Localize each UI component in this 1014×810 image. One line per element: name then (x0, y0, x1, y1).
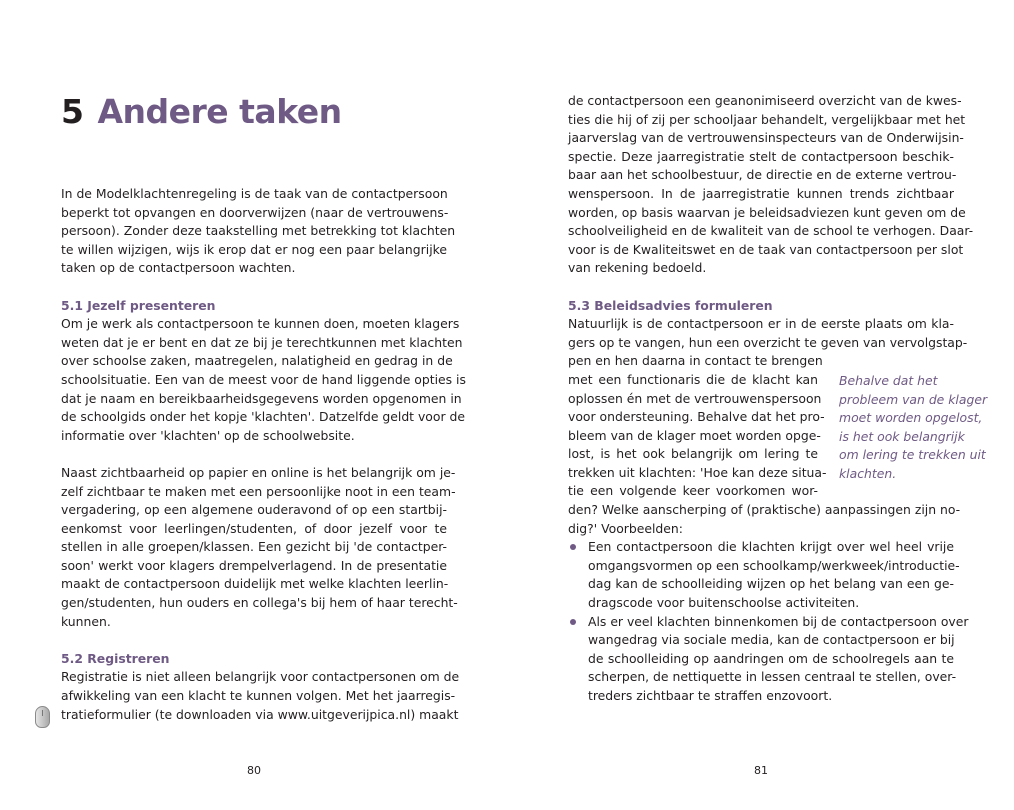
examples-list (568, 538, 969, 705)
text-line: voor ondersteuning. Behalve dat het pro- (568, 409, 825, 425)
text-line: met een functionaris die de klacht kan (568, 371, 818, 387)
text-line: Natuurlijk is de contactpersoon er in de eerste plaats om kla- (568, 316, 954, 332)
text-line: gen/studenten, hun ouders en collega's bij hem of haar terecht- (61, 595, 458, 611)
quote-line: moet worden opgelost, (839, 410, 983, 426)
text-line: spectie. Deze jaarregistratie stelt de contactpersoon beschik- (568, 148, 954, 164)
text-line: scherpen, de nettiquette in lessen centraal te stellen, over- (588, 669, 957, 685)
text-line: voor is de Kwaliteitswet en de taak van contactpersoon per slot (568, 241, 964, 257)
text-line: schoolveiligheid en de kwaliteit van de school te verhogen. Daar- (568, 223, 974, 239)
text-line: stellen in alle groepen/klassen. Een gezicht bij 'de contactper- (61, 539, 447, 555)
text-line: zelf zichtbaar te maken met een persoonlijke noot in een team- (61, 483, 456, 499)
text-line: de schoolleiding op aandringen om de schoolregels aan te (588, 650, 954, 666)
pull-quote (839, 372, 989, 484)
text-line: van rekening bedoeld. (568, 260, 707, 276)
chapter-title (61, 88, 342, 136)
text-line: treders zichtbaar te straffen enzovoort. (588, 688, 833, 703)
bullet-icon (570, 544, 576, 550)
text-line: worden, op basis waarvan je beleidsadviezen kunt geven om de (568, 204, 966, 220)
list-item (568, 538, 960, 612)
list-item (568, 613, 969, 706)
text-line: de schoolgids onder het kopje 'klachten'. Datzelfde geldt voor de (61, 409, 465, 425)
text-line: Een contactpersoon die klachten krijgt over wel heel vrije (588, 539, 954, 555)
text-line: schoolsituatie. Een van de meest voor de hand liggende opties is (61, 371, 466, 387)
text-line: bleem van de klager moet worden opge- (568, 427, 821, 443)
intro-paragraph (61, 185, 456, 278)
quote-line: is het ook belangrijk (839, 428, 965, 444)
text-line: wangedrag via sociale media, kan de contactpersoon er bij (588, 632, 955, 648)
text-line: de contactpersoon een geanonimiseerd overzicht van de kwes- (568, 93, 962, 108)
text-line: kunnen. (61, 613, 111, 629)
text-line: omgangsvormen op een schoolkamp/werkweek/introductie- (588, 557, 960, 573)
text-line: informatie over 'klachten' op de schoolwebsite. (61, 427, 355, 443)
quote-line: klachten. (839, 465, 897, 481)
text-line: wenspersoon. In de jaarregistratie kunnen trends zichtbaar (568, 185, 954, 201)
text-line: vergadering, op een algemene ouderavond of op een startbij- (61, 502, 447, 518)
text-line: In de Modelklachtenregeling is de taak van de contactpersoon (61, 186, 448, 201)
text-line: dat je naam en bereikbaarheidsgegevens worden opgenomen in (61, 390, 462, 406)
text-line: beperkt tot opvangen en doorverwijzen (naar de vertrouwens- (61, 204, 449, 220)
text-line: lost, is het ook belangrijk om lering te (568, 446, 818, 462)
text-line: oplossen én met de vertrouwenspersoon (568, 390, 822, 406)
text-line: baar aan het schoolbestuur, de directie en de externe vertrou- (568, 167, 957, 183)
text-line: Als er veel klachten binnenkomen bij de contactpersoon over (588, 613, 969, 629)
text-line: ties die hij of zij per schooljaar behandelt, vergelijkbaar met het (568, 111, 966, 127)
section-heading: 5.2 Registreren (61, 650, 170, 666)
text-line: Om je werk als contactpersoon te kunnen doen, moeten klagers (61, 316, 460, 332)
chapter-title-text: Andere taken (97, 92, 342, 131)
section-2-paragraph (61, 668, 460, 724)
chapter-number: 5 (61, 92, 84, 131)
text-line: taken op de contactpersoon wachten. (61, 260, 296, 276)
quote-line: probleem van de klager (839, 391, 988, 407)
continued-paragraph (568, 92, 974, 278)
quote-line: Behalve dat het (839, 373, 938, 388)
text-line: maakt de contactpersoon duidelijk met welke klachten leerlin- (61, 576, 449, 592)
text-line: soon' werkt voor klagers drempelverlagend. In de presentatie (61, 557, 447, 573)
page-number-left: 80 (247, 764, 261, 777)
text-line: weten dat je er bent en dat ze bij je terechtkunnen met klachten (61, 334, 463, 350)
text-line: den? Welke aanscherping of (praktische) aanpassingen zijn no- (568, 502, 961, 518)
text-line: gers op te vangen, hun een overzicht te geven van vervolgstap- (568, 334, 968, 350)
mouse-icon (35, 706, 50, 728)
text-line: Registratie is niet alleen belangrijk voor contactpersonen om de (61, 669, 460, 685)
text-line: over schoolse zaken, maatregelen, nalatigheid en gedrag in de (61, 353, 453, 369)
left-column (61, 185, 466, 724)
text-line: pen en hen daarna in contact te brengen (568, 353, 823, 369)
text-line: afwikkeling van een klacht te kunnen volgen. Met het jaarregis- (61, 688, 456, 704)
text-line: persoon). Zonder deze taakstelling met betrekking tot klachten (61, 223, 456, 239)
bullet-icon (570, 619, 576, 625)
text-line: tratieformulier (te downloaden via www.uitgeverijpica.nl) maakt (61, 706, 459, 722)
section-heading: 5.3 Beleidsadvies formuleren (568, 297, 773, 313)
section-1-paragraph-2 (61, 464, 458, 631)
text-line: dag kan de schoolleiding wijzen op het belang van een ge- (588, 576, 954, 592)
text-line: te willen wijzigen, wijs ik erop dat er nog een paar belangrijke (61, 241, 447, 257)
quote-line: om lering te trekken uit (839, 447, 986, 463)
text-line: Naast zichtbaarheid op papier en online is het belangrijk om je- (61, 464, 456, 480)
text-line: dragscode voor buitenschoolse activiteiten. (588, 595, 860, 611)
text-line: trekken uit klachten: 'Hoe kan deze situa- (568, 464, 827, 480)
section-heading: 5.1 Jezelf presenteren (61, 297, 216, 313)
text-line: dig?' Voorbeelden: (568, 520, 683, 536)
text-line: jaarverslag van de vertrouwensinspecteurs van de Onderwijsin- (568, 130, 964, 146)
section-1-paragraph-1 (61, 315, 466, 445)
page-number-right: 81 (754, 764, 768, 777)
text-line: tie een volgende keer voorkomen wor- (568, 483, 818, 499)
text-line: eenkomst voor leerlingen/studenten, of door jezelf voor te (61, 520, 447, 536)
